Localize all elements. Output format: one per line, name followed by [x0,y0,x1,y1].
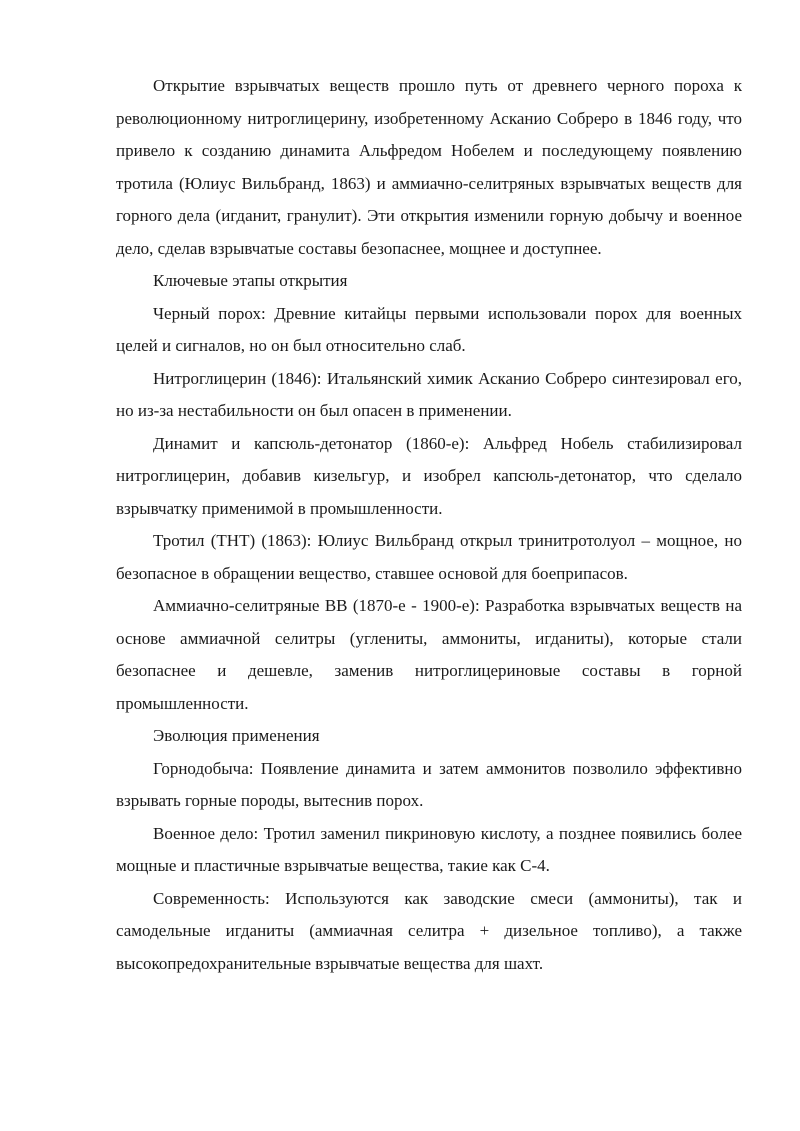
paragraph-military: Военное дело: Тротил заменил пикриновую кислоту, а позднее появились более мощные и пластичные взрывчатые вещества, такие как С-4. [116,823,742,875]
paragraph-modern: Современность: Используются как заводские смеси (аммониты), так и самодельные игданиты (аммиачная селитра + дизельное топливо), а также высокопредохранительные взрывчатые вещества для шахт. [116,888,742,973]
intro-paragraph: Открытие взрывчатых веществ прошло путь от древнего черного пороха к революционному нитроглицерину, изобретенному Асканио Собреро в 1846 году, что привело к созданию динамита Альфредом Нобелем и последующему появлению тротила (Юлиус Вильбранд, 1863) и аммиачно-селитряных взрывчатых веществ для горного дела (игданит, гранулит). Эти открытия изменили горную добычу и военное дело, сделав взрывчатые составы безопаснее, мощнее и доступнее. [116,76,742,258]
paragraph-mining: Горнодобыча: Появление динамита и затем аммонитов позволило эффективно взрывать горные породы, вытеснив порох. [116,758,742,810]
document-body [116,70,742,980]
paragraph-ammonium-nitrate: Аммиачно-селитряные ВВ (1870-е - 1900-е): Разработка взрывчатых веществ на основе аммиачной селитры (углениты, аммониты, игданиты), которые стали безопаснее и дешевле, заменив нитроглицериновые составы в горной промышленности. [116,596,742,713]
paragraph-tnt: Тротил (ТНТ) (1863): Юлиус Вильбранд открыл тринитротолуол – мощное, но безопасное в обращении вещество, ставшее основой для боеприпасов. [116,531,742,583]
paragraph-dynamite: Динамит и капсюль-детонатор (1860-е): Альфред Нобель стабилизировал нитроглицерин, добавив кизельгур, и изобрел капсюль-детонатор, что сделало взрывчатку применимой в промышленности. [116,433,742,518]
paragraph-nitroglycerin: Нитроглицерин (1846): Итальянский химик Асканио Собреро синтезировал его, но из-за нестабильности он был опасен в применении. [116,368,742,420]
section-heading-evolution: Эволюция применения [153,726,320,745]
paragraph-black-powder: Черный порох: Древние китайцы первыми использовали порох для военных целей и сигналов, но он был относительно слаб. [116,303,742,355]
section-heading-key-stages: Ключевые этапы открытия [153,271,348,290]
